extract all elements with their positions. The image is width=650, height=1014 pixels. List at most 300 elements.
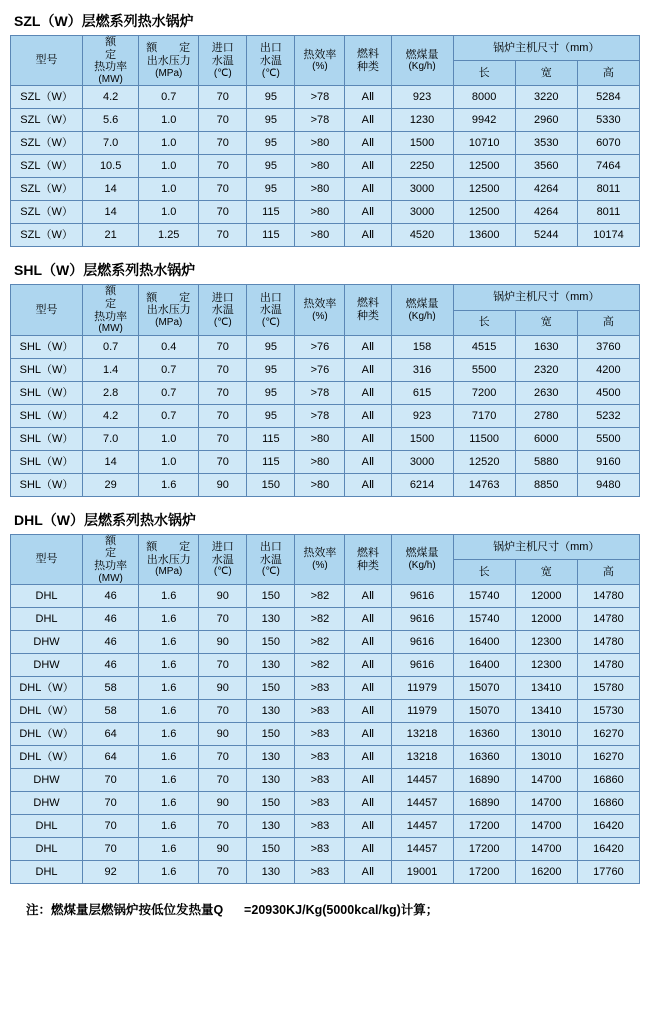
cell-height: 14780: [577, 631, 639, 654]
cell-fuel: AⅡ: [345, 427, 391, 450]
cell-pressure: 1.25: [139, 224, 199, 247]
coal-line1: 燃煤量: [405, 298, 439, 311]
cell-power: 64: [83, 746, 139, 769]
cell-width: 14700: [515, 769, 577, 792]
table-row: [11, 769, 640, 792]
rated-power-line2: 热功率: [94, 560, 128, 573]
cell-model: DHL: [11, 815, 83, 838]
cell-power: 92: [83, 861, 139, 884]
cell-height: 6070: [577, 132, 639, 155]
cell-width: 4264: [515, 178, 577, 201]
col-outlet-temp: [247, 534, 295, 584]
cell-power: 70: [83, 792, 139, 815]
cell-height: 16420: [577, 838, 639, 861]
cell-inlet: 70: [199, 109, 247, 132]
cell-pressure: 1.6: [139, 473, 199, 496]
rated-pressure-unit: (MPa): [155, 317, 183, 329]
cell-width: 12000: [515, 585, 577, 608]
table-row: [11, 335, 640, 358]
inlet-temp-line2: 水温: [211, 304, 234, 317]
cell-coal: 19001: [391, 861, 453, 884]
cell-height: 4500: [577, 381, 639, 404]
cell-outlet: 150: [247, 631, 295, 654]
col-outlet-temp: [247, 36, 295, 86]
cell-coal: 3000: [391, 450, 453, 473]
cell-pressure: 0.7: [139, 404, 199, 427]
col-fuel: [345, 36, 391, 86]
cell-width: 5244: [515, 224, 577, 247]
cell-width: 13010: [515, 723, 577, 746]
cell-fuel: AⅡ: [345, 631, 391, 654]
table-body-2: [11, 585, 640, 884]
inlet-temp-line1: 进口: [211, 541, 234, 554]
cell-coal: 14457: [391, 769, 453, 792]
cell-outlet: 150: [247, 723, 295, 746]
cell-length: 5500: [453, 358, 515, 381]
cell-efficiency: >78: [295, 109, 345, 132]
table-row: [11, 427, 640, 450]
col-dimensions: 锅炉主机尺寸（mm）: [453, 285, 639, 310]
cell-pressure: 1.0: [139, 155, 199, 178]
cell-length: 7170: [453, 404, 515, 427]
col-efficiency: [295, 36, 345, 86]
cell-length: 15740: [453, 585, 515, 608]
cell-fuel: AⅡ: [345, 769, 391, 792]
cell-coal: 3000: [391, 178, 453, 201]
cell-length: 9942: [453, 109, 515, 132]
cell-fuel: AⅡ: [345, 473, 391, 496]
rated-power-unit: (MW): [98, 323, 123, 335]
cell-efficiency: >80: [295, 178, 345, 201]
col-rated-pressure: [139, 534, 199, 584]
cell-coal: 6214: [391, 473, 453, 496]
cell-width: 2960: [515, 109, 577, 132]
cell-length: 15070: [453, 700, 515, 723]
cell-efficiency: >83: [295, 769, 345, 792]
cell-length: 7200: [453, 381, 515, 404]
cell-power: 46: [83, 631, 139, 654]
table-row: [11, 178, 640, 201]
cell-fuel: AⅡ: [345, 746, 391, 769]
rated-pressure-unit: (MPa): [155, 566, 183, 578]
cell-length: 12520: [453, 450, 515, 473]
cell-width: 2320: [515, 358, 577, 381]
table-header-row: [11, 534, 640, 559]
cell-outlet: 115: [247, 201, 295, 224]
cell-coal: 11979: [391, 700, 453, 723]
cell-coal: 923: [391, 86, 453, 109]
cell-coal: 9616: [391, 654, 453, 677]
cell-fuel: AⅡ: [345, 86, 391, 109]
rated-power-line1: 额 定: [105, 36, 139, 61]
cell-inlet: 70: [199, 861, 247, 884]
col-inlet-temp: [199, 285, 247, 335]
cell-height: 15780: [577, 677, 639, 700]
cell-efficiency: >83: [295, 815, 345, 838]
cell-height: 10174: [577, 224, 639, 247]
cell-coal: 11979: [391, 677, 453, 700]
col-width: 宽: [515, 560, 577, 585]
cell-power: 46: [83, 608, 139, 631]
col-outlet-temp: [247, 285, 295, 335]
cell-efficiency: >83: [295, 723, 345, 746]
cell-model: DHW: [11, 654, 83, 677]
col-dimensions: 锅炉主机尺寸（mm）: [453, 534, 639, 559]
cell-efficiency: >83: [295, 677, 345, 700]
rated-pressure-line1: 额 定: [146, 291, 191, 304]
cell-inlet: 70: [199, 155, 247, 178]
cell-fuel: AⅡ: [345, 335, 391, 358]
rated-pressure-line1: 额 定: [146, 42, 191, 55]
cell-outlet: 150: [247, 677, 295, 700]
cell-fuel: AⅡ: [345, 677, 391, 700]
col-rated-power: [83, 285, 139, 335]
rated-power-line1: 额 定: [105, 285, 139, 311]
cell-power: 46: [83, 654, 139, 677]
cell-outlet: 95: [247, 404, 295, 427]
cell-power: 4.2: [83, 86, 139, 109]
cell-inlet: 70: [199, 358, 247, 381]
cell-outlet: 115: [247, 450, 295, 473]
cell-inlet: 70: [199, 201, 247, 224]
cell-width: 14700: [515, 838, 577, 861]
col-inlet-temp: [199, 36, 247, 86]
cell-model: SZL（W）: [11, 201, 83, 224]
cell-length: 17200: [453, 861, 515, 884]
cell-inlet: 70: [199, 335, 247, 358]
cell-pressure: 1.6: [139, 700, 199, 723]
efficiency-line1: 热效率: [303, 298, 337, 311]
cell-length: 13600: [453, 224, 515, 247]
cell-power: 2.8: [83, 381, 139, 404]
cell-inlet: 90: [199, 838, 247, 861]
cell-power: 14: [83, 201, 139, 224]
cell-outlet: 95: [247, 155, 295, 178]
cell-inlet: 90: [199, 792, 247, 815]
cell-power: 7.0: [83, 427, 139, 450]
cell-fuel: AⅡ: [345, 608, 391, 631]
table-row: [11, 654, 640, 677]
cell-efficiency: >83: [295, 700, 345, 723]
cell-width: 12000: [515, 608, 577, 631]
cell-pressure: 1.6: [139, 654, 199, 677]
cell-inlet: 70: [199, 769, 247, 792]
cell-height: 14780: [577, 608, 639, 631]
cell-width: 3220: [515, 86, 577, 109]
efficiency-unit: (%): [312, 310, 328, 322]
col-coal: [391, 285, 453, 335]
cell-fuel: AⅡ: [345, 654, 391, 677]
cell-height: 16860: [577, 769, 639, 792]
cell-fuel: AⅡ: [345, 155, 391, 178]
cell-width: 3530: [515, 132, 577, 155]
cell-outlet: 95: [247, 132, 295, 155]
cell-coal: 1500: [391, 132, 453, 155]
cell-outlet: 130: [247, 700, 295, 723]
cell-height: 9160: [577, 450, 639, 473]
cell-model: SHL（W）: [11, 450, 83, 473]
cell-width: 2630: [515, 381, 577, 404]
cell-outlet: 95: [247, 335, 295, 358]
cell-outlet: 150: [247, 792, 295, 815]
cell-efficiency: >76: [295, 335, 345, 358]
col-coal: [391, 36, 453, 86]
fuel-line2: 种类: [356, 60, 379, 73]
coal-unit: (Kg/h): [408, 310, 436, 322]
cell-length: 16890: [453, 769, 515, 792]
cell-model: DHW: [11, 769, 83, 792]
cell-model: DHL（W）: [11, 700, 83, 723]
cell-pressure: 1.0: [139, 132, 199, 155]
cell-height: 15730: [577, 700, 639, 723]
cell-coal: 14457: [391, 792, 453, 815]
outlet-temp-line2: 水温: [259, 304, 282, 317]
cell-coal: 615: [391, 381, 453, 404]
cell-coal: 3000: [391, 201, 453, 224]
cell-power: 70: [83, 838, 139, 861]
outlet-temp-line2: 水温: [259, 54, 282, 67]
spec-section-0: [10, 8, 640, 247]
table-row: [11, 815, 640, 838]
table-row: [11, 358, 640, 381]
table-row: [11, 155, 640, 178]
cell-length: 12500: [453, 201, 515, 224]
cell-efficiency: >80: [295, 201, 345, 224]
col-fuel: [345, 285, 391, 335]
table-row: [11, 723, 640, 746]
col-model: 型号: [11, 36, 83, 86]
table-row: [11, 746, 640, 769]
cell-model: SHL（W）: [11, 335, 83, 358]
cell-efficiency: >80: [295, 224, 345, 247]
spec-table-2: [10, 534, 640, 884]
cell-model: DHL: [11, 585, 83, 608]
cell-power: 5.6: [83, 109, 139, 132]
cell-coal: 13218: [391, 746, 453, 769]
table-row: [11, 838, 640, 861]
table-row: [11, 404, 640, 427]
cell-pressure: 1.6: [139, 585, 199, 608]
outlet-temp-line1: 出口: [259, 42, 282, 55]
cell-power: 70: [83, 769, 139, 792]
cell-efficiency: >82: [295, 608, 345, 631]
cell-model: DHL（W）: [11, 677, 83, 700]
cell-model: DHL: [11, 861, 83, 884]
efficiency-unit: (%): [312, 560, 328, 572]
cell-inlet: 70: [199, 608, 247, 631]
cell-outlet: 130: [247, 608, 295, 631]
cell-efficiency: >80: [295, 155, 345, 178]
col-height: 高: [577, 560, 639, 585]
cell-model: SZL（W）: [11, 132, 83, 155]
cell-height: 5284: [577, 86, 639, 109]
col-rated-power: [83, 534, 139, 584]
cell-power: 58: [83, 677, 139, 700]
cell-model: SZL（W）: [11, 86, 83, 109]
cell-height: 16270: [577, 746, 639, 769]
outlet-temp-unit: (℃): [261, 566, 280, 578]
cell-outlet: 130: [247, 815, 295, 838]
col-inlet-temp: [199, 534, 247, 584]
cell-efficiency: >82: [295, 654, 345, 677]
table-row: [11, 792, 640, 815]
cell-model: DHL: [11, 838, 83, 861]
cell-outlet: 150: [247, 585, 295, 608]
cell-fuel: AⅡ: [345, 723, 391, 746]
cell-power: 1.4: [83, 358, 139, 381]
col-model: 型号: [11, 285, 83, 335]
cell-length: 16400: [453, 631, 515, 654]
cell-inlet: 70: [199, 404, 247, 427]
cell-efficiency: >78: [295, 381, 345, 404]
table-row: [11, 700, 640, 723]
cell-power: 70: [83, 815, 139, 838]
cell-coal: 9616: [391, 631, 453, 654]
efficiency-unit: (%): [312, 61, 328, 73]
table-header-row: [11, 285, 640, 310]
outlet-temp-unit: (℃): [261, 67, 280, 79]
cell-width: 3560: [515, 155, 577, 178]
cell-model: SZL（W）: [11, 109, 83, 132]
cell-height: 16420: [577, 815, 639, 838]
cell-inlet: 70: [199, 381, 247, 404]
cell-outlet: 95: [247, 86, 295, 109]
outlet-temp-line1: 出口: [259, 291, 282, 304]
table-body-0: [11, 86, 640, 247]
cell-fuel: AⅡ: [345, 404, 391, 427]
cell-coal: 9616: [391, 585, 453, 608]
outlet-temp-line2: 水温: [259, 553, 282, 566]
cell-model: SHL（W）: [11, 358, 83, 381]
cell-efficiency: >76: [295, 358, 345, 381]
cell-model: SZL（W）: [11, 155, 83, 178]
coal-line1: 燃煤量: [405, 48, 439, 61]
efficiency-line1: 热效率: [303, 48, 337, 61]
cell-efficiency: >80: [295, 473, 345, 496]
inlet-temp-line2: 水温: [211, 54, 234, 67]
cell-fuel: AⅡ: [345, 358, 391, 381]
cell-pressure: 0.4: [139, 335, 199, 358]
cell-inlet: 70: [199, 746, 247, 769]
col-coal: [391, 534, 453, 584]
col-model: 型号: [11, 534, 83, 584]
coal-unit: (Kg/h): [408, 560, 436, 572]
cell-coal: 4520: [391, 224, 453, 247]
table-row: [11, 132, 640, 155]
cell-efficiency: >82: [295, 585, 345, 608]
cell-fuel: AⅡ: [345, 792, 391, 815]
table-row: [11, 450, 640, 473]
cell-pressure: 1.0: [139, 450, 199, 473]
cell-width: 14700: [515, 815, 577, 838]
cell-pressure: 1.0: [139, 178, 199, 201]
cell-fuel: AⅡ: [345, 109, 391, 132]
cell-pressure: 1.6: [139, 838, 199, 861]
rated-pressure-line2: 出水压力: [146, 54, 191, 67]
cell-outlet: 95: [247, 109, 295, 132]
cell-outlet: 130: [247, 746, 295, 769]
cell-width: 2780: [515, 404, 577, 427]
fuel-line2: 种类: [356, 310, 379, 323]
rated-pressure-unit: (MPa): [155, 67, 183, 79]
table-row: [11, 631, 640, 654]
cell-height: 8011: [577, 178, 639, 201]
cell-inlet: 90: [199, 473, 247, 496]
rated-power-line1: 额 定: [105, 534, 139, 560]
cell-length: 17200: [453, 815, 515, 838]
cell-inlet: 70: [199, 178, 247, 201]
cell-pressure: 1.6: [139, 861, 199, 884]
cell-efficiency: >83: [295, 792, 345, 815]
cell-power: 7.0: [83, 132, 139, 155]
footnote: 注：燃煤量层燃锅炉按低位发热量Q =20930KJ/Kg(5000kcal/kg)计算；: [26, 903, 439, 918]
cell-model: SZL（W）: [11, 178, 83, 201]
cell-coal: 13218: [391, 723, 453, 746]
cell-pressure: 0.7: [139, 86, 199, 109]
cell-length: 12500: [453, 155, 515, 178]
cell-width: 13410: [515, 677, 577, 700]
cell-height: 4200: [577, 358, 639, 381]
cell-power: 14: [83, 178, 139, 201]
cell-fuel: AⅡ: [345, 132, 391, 155]
cell-length: 12500: [453, 178, 515, 201]
cell-coal: 158: [391, 335, 453, 358]
cell-width: 5880: [515, 450, 577, 473]
inlet-temp-unit: (℃): [213, 566, 232, 578]
cell-efficiency: >82: [295, 631, 345, 654]
cell-efficiency: >78: [295, 86, 345, 109]
cell-outlet: 115: [247, 427, 295, 450]
coal-line1: 燃煤量: [405, 547, 439, 560]
cell-pressure: 1.6: [139, 608, 199, 631]
cell-pressure: 1.0: [139, 201, 199, 224]
outlet-temp-line1: 出口: [259, 541, 282, 554]
coal-unit: (Kg/h): [408, 61, 436, 73]
table-row: [11, 677, 640, 700]
cell-inlet: 90: [199, 585, 247, 608]
cell-model: DHL（W）: [11, 723, 83, 746]
cell-model: SZL（W）: [11, 224, 83, 247]
cell-pressure: 1.6: [139, 792, 199, 815]
cell-pressure: 1.6: [139, 723, 199, 746]
cell-pressure: 1.6: [139, 815, 199, 838]
cell-power: 21: [83, 224, 139, 247]
spec-table-1: [10, 284, 640, 496]
cell-fuel: AⅡ: [345, 700, 391, 723]
cell-length: 16360: [453, 746, 515, 769]
rated-pressure-line2: 出水压力: [146, 553, 191, 566]
cell-inlet: 70: [199, 224, 247, 247]
cell-outlet: 115: [247, 224, 295, 247]
rated-pressure-line2: 出水压力: [146, 304, 191, 317]
cell-outlet: 130: [247, 861, 295, 884]
cell-pressure: 1.0: [139, 427, 199, 450]
cell-height: 14780: [577, 585, 639, 608]
cell-inlet: 70: [199, 700, 247, 723]
cell-length: 8000: [453, 86, 515, 109]
table-row: [11, 86, 640, 109]
inlet-temp-unit: (℃): [213, 317, 232, 329]
cell-pressure: 1.0: [139, 109, 199, 132]
cell-coal: 14457: [391, 815, 453, 838]
cell-width: 13410: [515, 700, 577, 723]
cell-width: 14700: [515, 792, 577, 815]
section-title-1: SHL（W）层燃系列热水锅炉: [14, 262, 196, 279]
cell-height: 9480: [577, 473, 639, 496]
outlet-temp-unit: (℃): [261, 317, 280, 329]
cell-length: 11500: [453, 427, 515, 450]
cell-width: 13010: [515, 746, 577, 769]
